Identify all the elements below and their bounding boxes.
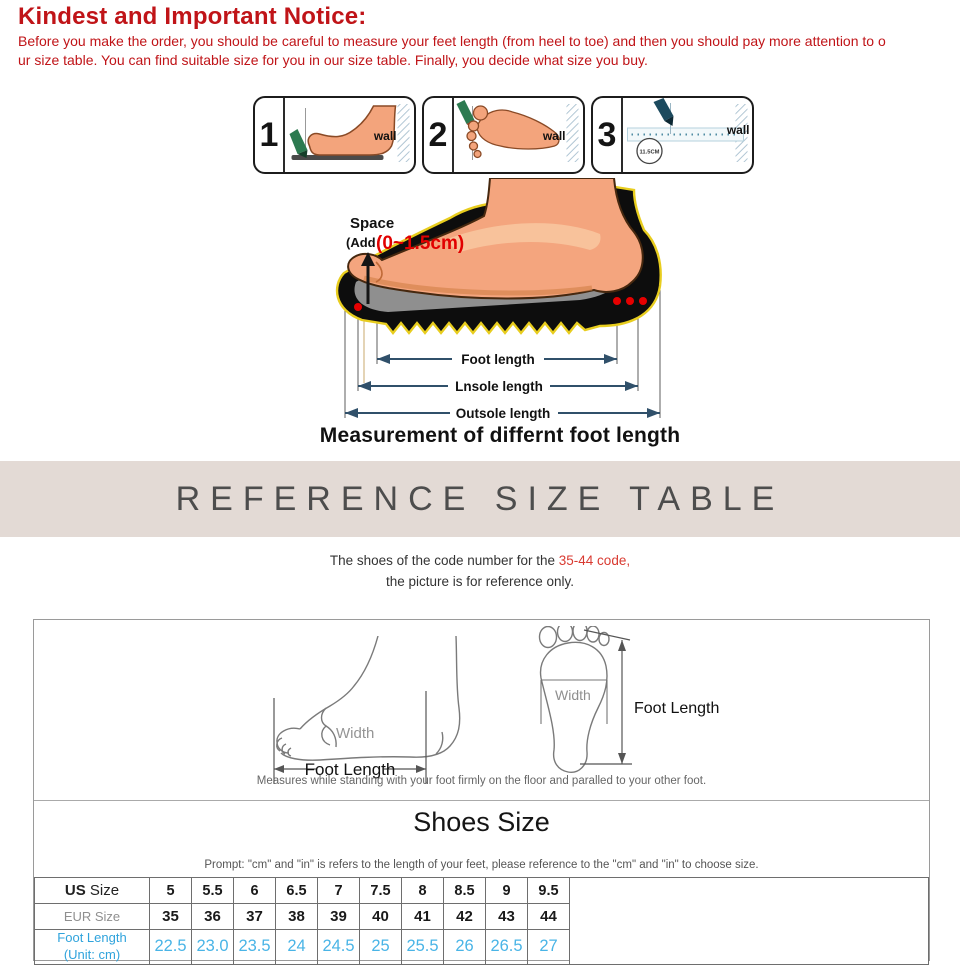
- size-cell: 36: [192, 904, 234, 930]
- notice-section: [18, 2, 952, 69]
- pencil-icon: [654, 98, 674, 126]
- width-label: Width: [555, 687, 591, 703]
- size-cell: 38: [276, 904, 318, 930]
- reference-note-prefix: The shoes of the code number for the: [329, 553, 559, 568]
- measure-step-panel-2: [422, 96, 585, 174]
- size-cell: 6.5: [276, 878, 318, 904]
- right-foot-line-art: [528, 626, 728, 781]
- size-cell: 37: [234, 904, 276, 930]
- us-label-strong: US: [64, 882, 86, 899]
- foot-length-label-line1: Foot Length: [57, 930, 127, 945]
- size-cell: 22.5: [150, 930, 192, 965]
- measure-steps-row: [253, 96, 755, 174]
- measure-step-panel-1: [253, 96, 416, 174]
- size-cell: 43: [486, 904, 528, 930]
- notice-title: Kindest and Important Notice:: [18, 3, 367, 30]
- space-label: Space: [350, 215, 395, 232]
- wall-label: wall: [726, 123, 750, 137]
- reference-note-line1: [0, 550, 960, 571]
- size-cell: 7: [318, 878, 360, 904]
- size-cell: 44: [528, 904, 570, 930]
- foot-length-arrow-label: Foot length: [461, 352, 535, 367]
- ruler-mark-label: 11.5CM: [639, 149, 660, 156]
- notice-body-line1: Before you make the order, you should be careful to measure your feet length (from heel to toe) and then you should pay more attention to o: [18, 33, 886, 49]
- size-cell: 9: [486, 878, 528, 904]
- width-label: Width: [336, 725, 375, 742]
- size-cell: 23.0: [192, 930, 234, 965]
- step1-illustration: [285, 98, 414, 171]
- size-prompt: Prompt: "cm" and "in" is refers to the length of your feet, please reference to the "cm" and "in" to choose size.: [204, 859, 759, 871]
- empty-cell: [570, 878, 929, 965]
- step2-illustration: [454, 98, 583, 171]
- reference-banner: [0, 461, 960, 537]
- size-cell: 35: [150, 904, 192, 930]
- wall-label: wall: [542, 129, 566, 143]
- wall-label: wall: [373, 129, 397, 143]
- measure-step-panel-3: [591, 96, 754, 174]
- outsole-length-arrow-label: Outsole length: [455, 406, 551, 421]
- reference-note-highlight: 35-44 code,: [558, 553, 631, 568]
- foot-length-label: Foot Length: [634, 700, 720, 717]
- shoes-size-heading: Shoes Size: [413, 807, 550, 837]
- size-cell: 8.5: [444, 878, 486, 904]
- size-cell: 8: [402, 878, 444, 904]
- insole-length-arrow-label: Lnsole length: [455, 379, 543, 394]
- size-cell: 26: [444, 930, 486, 965]
- size-cell: 42: [444, 904, 486, 930]
- size-cell: 5: [150, 878, 192, 904]
- foot-length-label: Foot Length: [304, 760, 396, 779]
- ruler-mark-circle: [637, 139, 662, 164]
- divider: [34, 800, 929, 801]
- stand-note: Measures while standing with your foot firmly on the floor and paralled to your other foot.: [256, 775, 707, 787]
- size-cell: 39: [318, 904, 360, 930]
- size-guide-box: [33, 619, 930, 961]
- us-size-row-label: [35, 878, 150, 904]
- size-cell: 25: [360, 930, 402, 965]
- space-add-value: (0~1.5cm): [376, 233, 465, 254]
- foot-length-row-label: [35, 930, 150, 965]
- size-cell: 40: [360, 904, 402, 930]
- size-cell: 24: [276, 930, 318, 965]
- banner-title: REFERENCE SIZE TABLE: [175, 479, 785, 518]
- us-size-row: [35, 878, 929, 904]
- wall-hatch: [567, 104, 579, 162]
- size-cell: 6: [234, 878, 276, 904]
- size-cell: 9.5: [528, 878, 570, 904]
- eur-size-row-label: EUR Size: [35, 904, 150, 930]
- notice-body-line2: ur size table. You can find suitable size for you in our size table. Finally, you decide what size you buy.: [18, 51, 648, 68]
- left-foot-line-art: [260, 636, 472, 786]
- reference-note: [0, 550, 960, 592]
- size-cell: 25.5: [402, 930, 444, 965]
- size-cell: 5.5: [192, 878, 234, 904]
- us-label-rest: Size: [85, 882, 120, 899]
- step-number: 3: [593, 98, 623, 172]
- step-number: 2: [424, 98, 454, 172]
- size-table: [34, 877, 929, 965]
- reference-note-line2: the picture is for reference only.: [385, 574, 575, 589]
- step3-illustration: [623, 98, 752, 171]
- size-cell: 26.5: [486, 930, 528, 965]
- size-cell: 7.5: [360, 878, 402, 904]
- step-number: 1: [255, 98, 285, 172]
- pencil-icon: [290, 129, 308, 158]
- foot-length-label-line2: (Unit: cm): [63, 946, 121, 962]
- wall-hatch: [398, 104, 410, 162]
- space-add-prefix: (Add: [346, 235, 376, 250]
- measurement-caption: Measurement of differnt foot length: [319, 424, 681, 447]
- size-cell: 41: [402, 904, 444, 930]
- size-cell: 23.5: [234, 930, 276, 965]
- foot-measurement-diagram: [300, 178, 700, 423]
- size-cell: 24.5: [318, 930, 360, 965]
- size-cell: 27: [528, 930, 570, 965]
